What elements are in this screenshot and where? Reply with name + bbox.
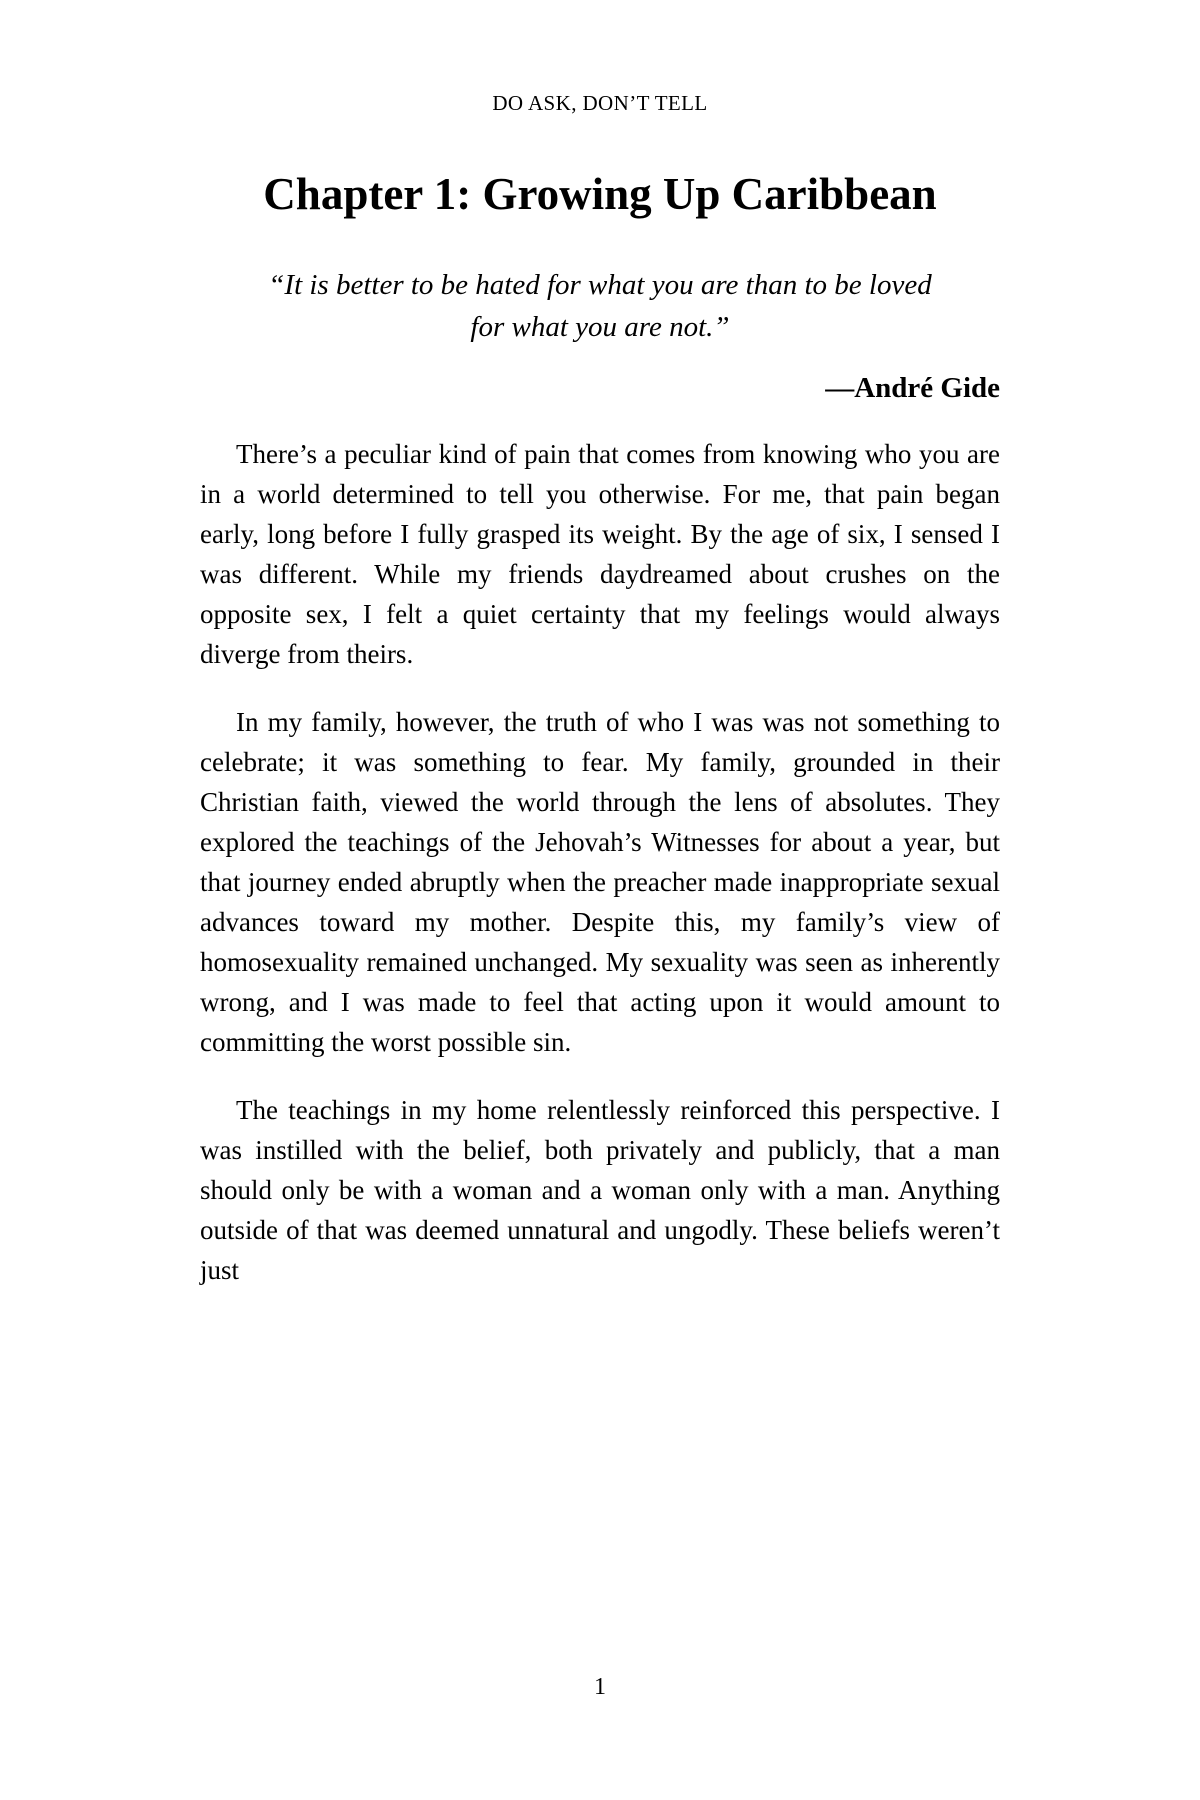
epigraph-line-1: “It is better to be hated for what you are than to be loved <box>268 269 932 301</box>
epigraph-line-2: for what you are not.” <box>470 311 730 343</box>
body-text <box>200 434 1000 1290</box>
paragraph-3: The teachings in my home relentlessly reinforced this perspective. I was instilled with the belief, both privately and publicly, that a man should only be with a woman and a woman only with a man. Anything outside of that was deemed unnatural and ungodly. These beliefs weren’t just <box>200 1095 1000 1285</box>
chapter-title: Chapter 1: Growing Up Caribbean <box>263 169 937 219</box>
paragraph-2: In my family, however, the truth of who I was was not something to celebrate; it was something to fear. My family, grounded in their Christian faith, viewed the world through the lens of absolutes. They explored the teachings of the Jehovah’s Witnesses for about a year, but that journey ended abruptly when the preacher made inappropriate sexual advances toward my mother. Despite this, my family’s view of homosexuality remained unchanged. My sexuality was seen as inherently wrong, and I was made to feel that acting upon it would amount to committing the worst possible sin. <box>200 707 1000 1057</box>
page-content <box>200 0 1000 1290</box>
epigraph-quote <box>200 264 1000 348</box>
epigraph-attribution: —André Gide <box>825 372 1000 404</box>
running-header: DO ASK, DON’T TELL <box>492 91 708 115</box>
paragraph-1: There’s a peculiar kind of pain that comes from knowing who you are in a world determined to tell you otherwise. For me, that pain began early, long before I fully grasped its weight. By the age of six, I sensed I was different. While my friends daydreamed about crushes on the opposite sex, I felt a quiet certainty that my feelings would always diverge from theirs. <box>200 439 1000 669</box>
page-number: 1 <box>594 1674 606 1700</box>
